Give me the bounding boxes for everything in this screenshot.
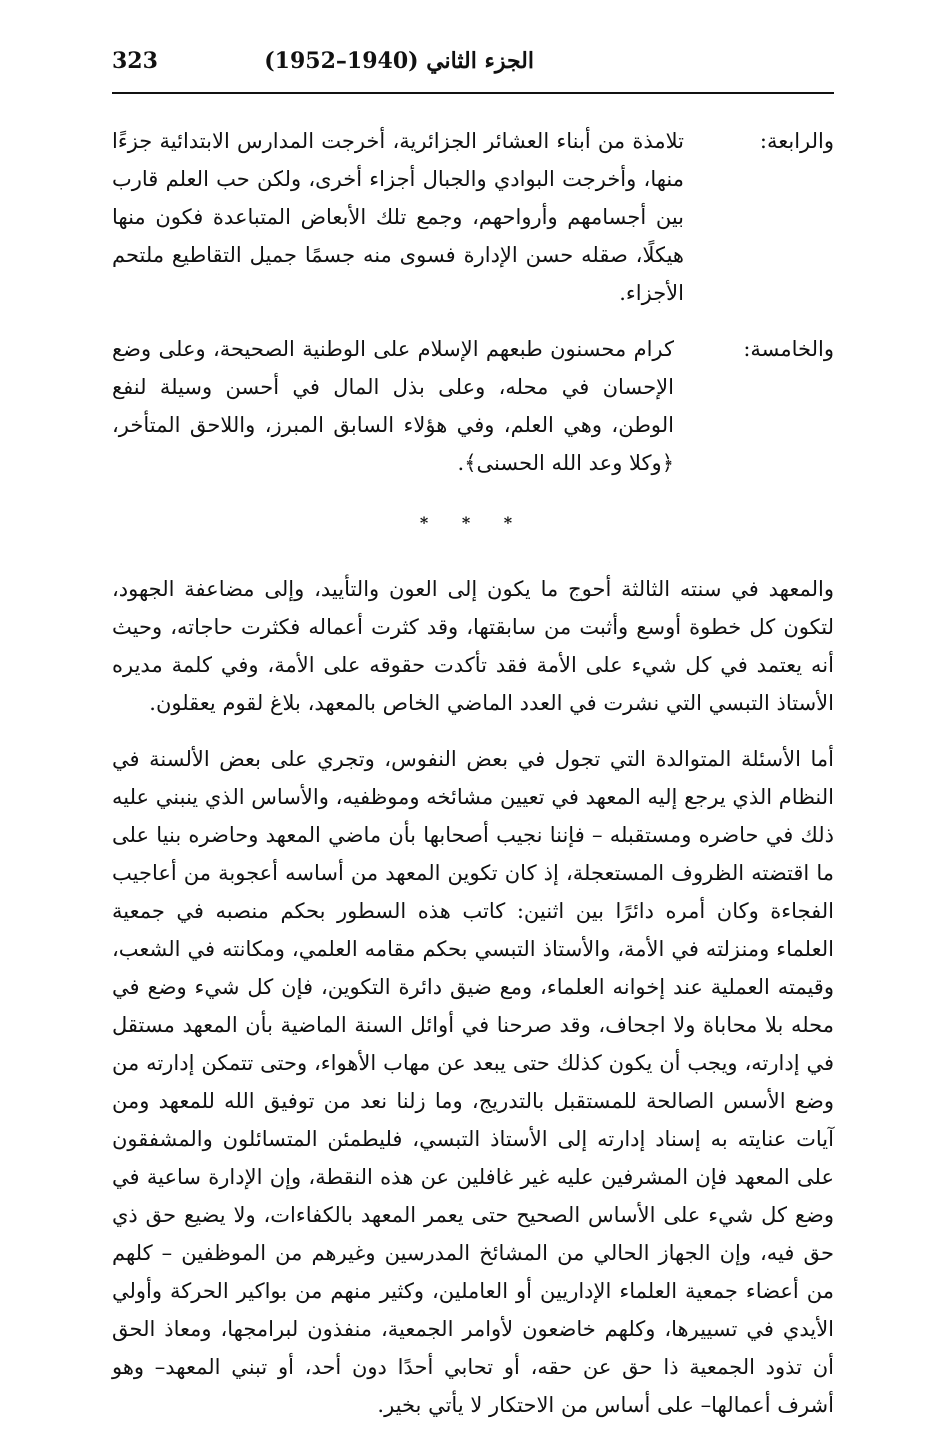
list-item-text: تلامذة من أبناء العشائر الجزائرية، أخرجت المدارس الابتدائية جزءًا منها، وأخرجت البوادي والجبال أجزاء أخرى، ولكن حب العلم قارب بين أجسامهم وأرواحهم، وجمع تلك الأبعاض المتباعدة فكون منها هيكلًا، صقله حسن الإدارة فسوى منه جسمًا جميل التقاطيع ملتحم الأجزاء. (112, 129, 684, 305)
section-separator: * * * (419, 513, 527, 532)
page-body (112, 122, 834, 1442)
header-rule (112, 92, 834, 94)
list-item-label: والرابعة: (759, 129, 834, 153)
running-title: الجزء الثاني (1940–1952) (264, 48, 534, 74)
list-item-text: كرام محسنون طبعهم الإسلام على الوطنية الصحيحة، وعلى وضع الإحسان في محله، وعلى بذل المال في أحسن وسيلة لنفع الوطن، وهي العلم، وفي هؤلاء السابق المبرز، واللاحق المتأخر، ﴿وكلا وعد الله الحسنى﴾. (112, 337, 674, 475)
paragraph: والمعهد في سنته الثالثة أحوج ما يكون إلى العون والتأييد، وإلى مضاعفة الجهود، لتكون كل خطوة أوسع وأثبت من سابقتها، وقد كثرت أعماله فكثرت حاجاته، وحيث أنه يعتمد في كل شيء على الأمة فقد تأكدت حقوقه على الأمة، وفي كلمة مديره الأستاذ التبسي التي نشرت في العدد الماضي الخاص بالمعهد، بلاغ لقوم يعقلون. (112, 577, 834, 715)
page-number: 323 (112, 48, 158, 74)
page-header (112, 40, 834, 84)
list-item-label: والخامسة: (743, 337, 834, 361)
list-item-fifth (112, 330, 834, 482)
paragraph: أما الأسئلة المتوالدة التي تجول في بعض النفوس، وتجري على بعض الألسنة في النظام الذي يرجع إليه المعهد في تعيين مشائخه وموظفيه، والأساس الذي ينبني عليه ذلك في حاضره ومستقبله – فإننا نجيب أصحابها بأن ماضي المعهد وحاضره بنيا على ما اقتضته الظروف المستعجلة، إذ كان تكوين المعهد من أساسه أعجوبة من أعاجيب الفجاءة وكان أمره دائرًا بين اثنين: كاتب هذه السطور بحكم منصبه في جمعية العلماء ومنزلته في الأمة، والأستاذ التبسي بحكم مقامه العلمي، ومكانته في الشعب، وقيمته العملية عند إخوانه العلماء، ومع ضيق دائرة التكوين، فإن كل شيء وضع في محله بلا محاباة ولا اجحاف، وقد صرحنا في أوائل السنة الماضية بأن المعهد مستقل في إدارته، ويجب أن يكون كذلك حتى يبعد عن مهاب الأهواء، وحتى تتمكن إدارته من وضع الأسس الصالحة للمستقبل بالتدريج، وما زلنا نعد من توفيق الله للمعهد ومن آيات عنايته به إسناد إدارته إلى الأستاذ التبسي، فليطمئن المتسائلون والمشفقون على المعهد فإن المشرفين عليه غير غافلين عن هذه النقطة، وإن الإدارة ساعية في وضع كل شيء على الأساس الصحيح حتى يعمر المعهد بالكفاءات، ولا يضيع حق ذي حق فيه، وإن الجهاز الحالي من المشائخ المدرسين وغيرهم من الموظفين – كلهم من أعضاء جمعية العلماء الإداريين أو العاملين، وكثير منهم من بواكير الحركة وأولي الأيدي في تسييرها، وكلهم خاضعون لأوامر الجمعية، منفذون لبرامجها، ومعاذ الحق أن تذود الجمعية ذا حق عن حقه، أو تحابي أحدًا دون أحد، أو تبني المعهد– وهو أشرف أعمالها– على أساس من الاحتكار لا يأتي بخير. (112, 747, 834, 1417)
list-item-fourth (112, 122, 834, 312)
